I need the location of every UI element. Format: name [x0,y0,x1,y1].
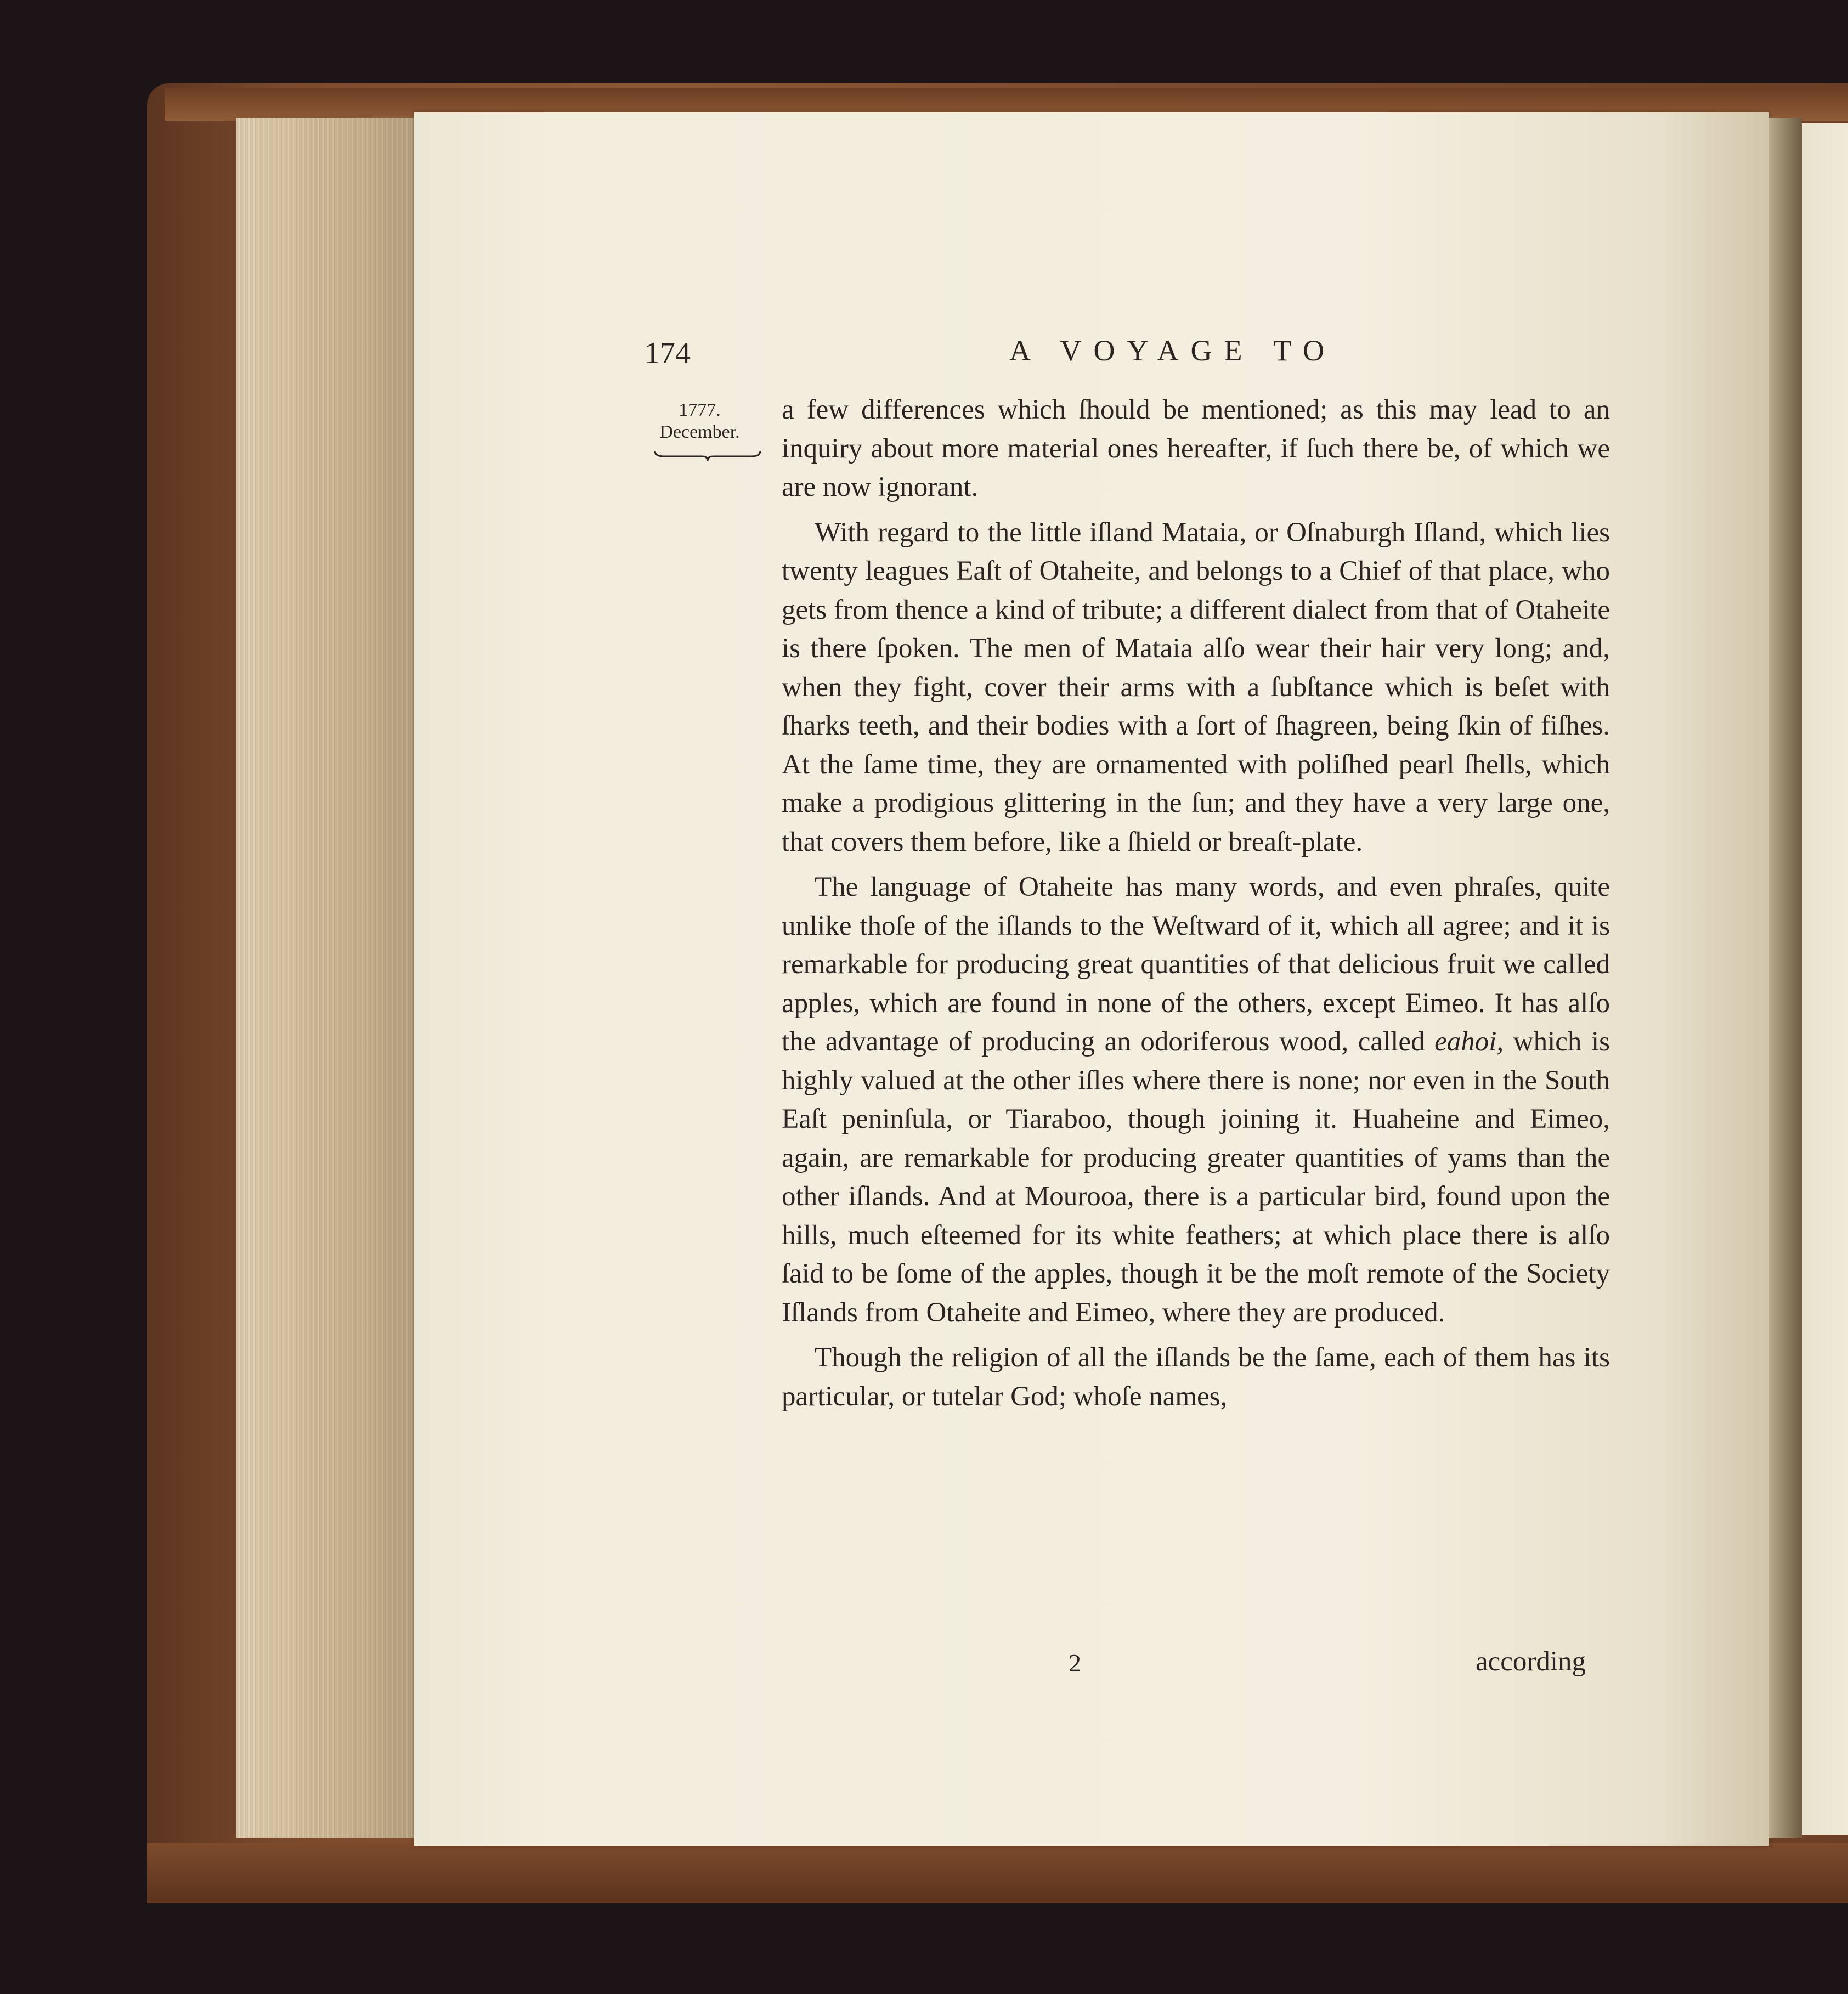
signature-mark: 2 [1069,1649,1081,1677]
paragraph: a few differences which ſhould be mentioned; as this may lead to an inquiry about more material ones hereafter, if ſuch there be, of which we are now ignorant. [782,394,1610,502]
paragraph: With regard to the little iſland Mataia, or Oſnaburgh Iſland, which lies twenty leagues Eaſt of Otaheite, and belongs to a Chief of that place, who gets from thence a kind of tribute; a different dialect from that of Otaheite is there ſpoken. The men of Mataia alſo wear their hair very long; and, when they fight, cover their arms with a ſubſtance which is beſet with ſharks teeth, and their bodies with a ſort of ſhagreen, being ſkin of fiſhes. At the ſame time, they are ornamented with poliſhed pearl ſhells, which make a prodigious glittering in the ſun; and they have a very large one, that covers them before, like a ſhield or breaſt-plate. [782,517,1610,857]
paragraph-text: which is highly valued at the other iſles where there is none; nor even in the South Eaſt peninſula, or Tiaraboo, though joining it. Huaheine and Eimeo, again, are remarkable for producing greater quantities of yams than the other iſlands. And at Mourooa, there is a particular bird, found upon the hills, much eſteemed for its white feathers; at which place there is alſo ſaid to be ſome of the apples, though it be the moſt remote of the Society Iſlands from Otaheite and Eimeo, where they are produced. [782,1026,1610,1328]
catchword: according [1476,1646,1586,1677]
paragraph-text: The language of Otaheite has many words, and even phraſes, quite unlike thoſe of the iſlands to the Weſtward of it, which all agree; and it is remarkable for producing great quantities of that delicious fruit we called apples, which are found in none of the others, except Eimeo. It has alſo the advantage of producing an odoriferous wood, called [782,872,1610,1057]
page-number: 174 [645,336,691,370]
running-head: A VOYAGE TO [1009,334,1337,367]
margin-brace-icon [653,449,762,462]
margin-note [635,399,764,443]
paragraph [782,868,1610,1332]
margin-note-month: December. [659,422,740,442]
margin-note-year: 1777. [679,400,721,420]
italic-term: eahoi, [1434,1026,1504,1057]
body-text [782,391,1610,1416]
paragraph: Though the religion of all the iſlands be the ſame, each of them has its particular, or tutelar God; whoſe names, [782,1342,1610,1412]
